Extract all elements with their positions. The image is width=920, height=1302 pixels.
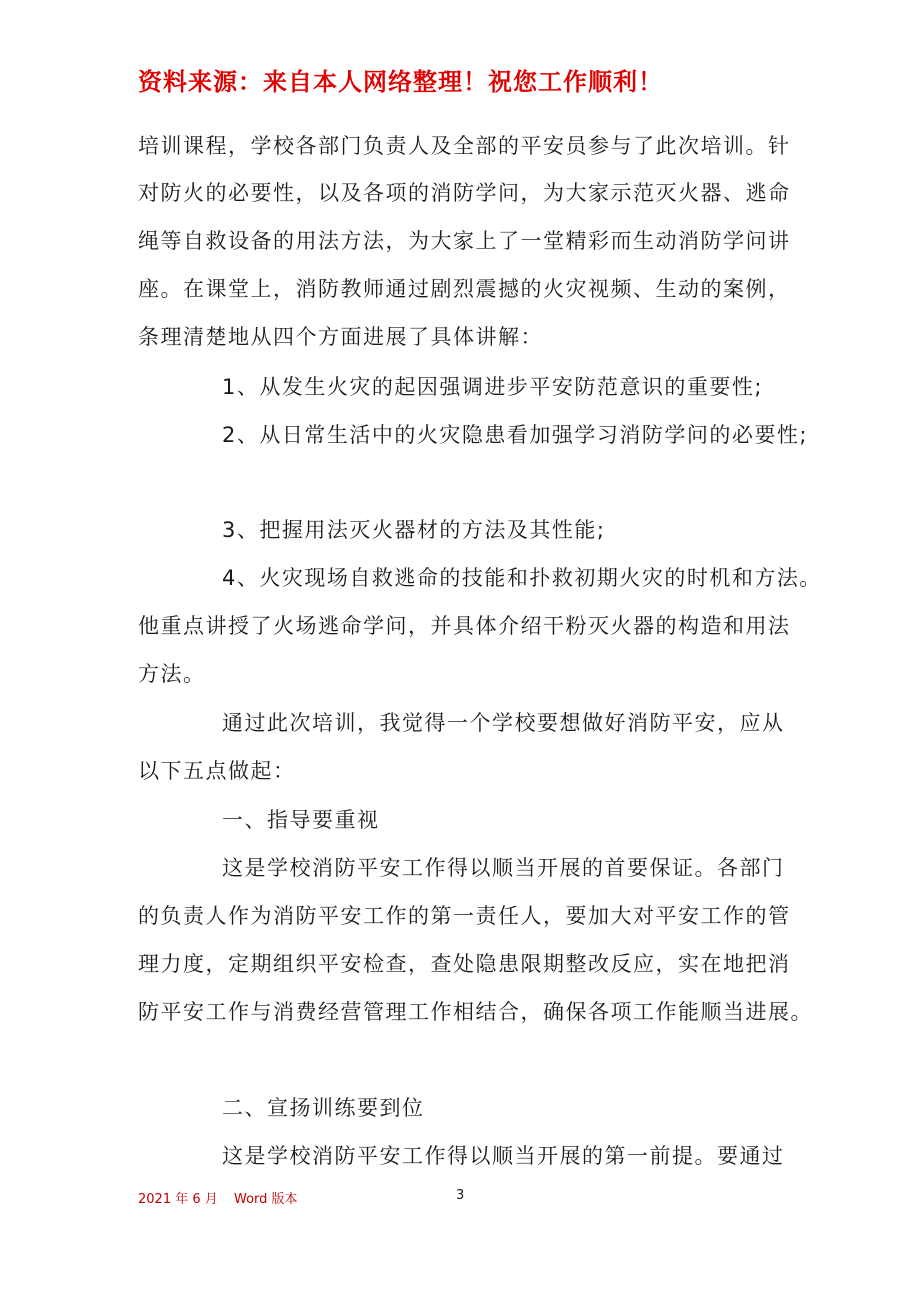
list-item-4: 4、火灾现场自救逃命的技能和扑救初期火灾的时机和方法。: [222, 566, 822, 590]
footer-version: Word 版本: [234, 1192, 298, 1207]
body-line: 通过此次培训，我觉得一个学校要想做好消防平安，应从: [222, 711, 785, 735]
source-header: 资料来源：来自本人网络整理！祝您工作顺利！: [138, 68, 663, 96]
page-number: 3: [456, 1188, 465, 1203]
body-line: 这是学校消防平安工作得以顺当开展的第一前提。要通过: [222, 1144, 785, 1168]
body-line: 条理清楚地从四个方面进展了具体讲解：: [138, 325, 543, 349]
body-line: 座。在课堂上，消防教师通过剧烈震撼的火灾视频、生动的案例，: [138, 277, 791, 301]
section-heading-1: 一、指导要重视: [222, 808, 380, 832]
list-item-3: 3、把握用法灭火器材的方法及其性能;: [222, 518, 606, 542]
footer-date: 2021 年 6 月: [138, 1192, 218, 1207]
body-line: 方法。: [138, 662, 206, 686]
body-line: 防平安工作与消费经营管理工作相结合，确保各项工作能顺当进展。: [138, 1000, 813, 1024]
body-line: 理力度，定期组织平安检查，查处隐患限期整改反应，实在地把消: [138, 952, 791, 976]
body-line: 培训课程，学校各部门负责人及全部的平安员参与了此次培训。针: [138, 134, 791, 158]
section-heading-2: 二、宣扬训练要到位: [222, 1096, 425, 1120]
body-line: 绳等自救设备的用法方法，为大家上了一堂精彩而生动消防学问讲: [138, 229, 791, 253]
body-line: 以下五点做起：: [138, 759, 296, 783]
body-line: 对防火的必要性，以及各项的消防学问，为大家示范灭火器、逃命: [138, 181, 791, 205]
body-line: 他重点讲授了火场逃命学问，并具体介绍干粉灭火器的构造和用法: [138, 614, 791, 638]
list-item-2: 2、从日常生活中的火灾隐患看加强学习消防学问的必要性;: [222, 423, 808, 447]
body-line: 的负责人作为消防平安工作的第一责任人，要加大对平安工作的管: [138, 904, 791, 928]
list-item-1: 1、从发生火灾的起因强调进步平安防范意识的重要性;: [222, 375, 763, 399]
body-line: 这是学校消防平安工作得以顺当开展的首要保证。各部门: [222, 856, 785, 880]
